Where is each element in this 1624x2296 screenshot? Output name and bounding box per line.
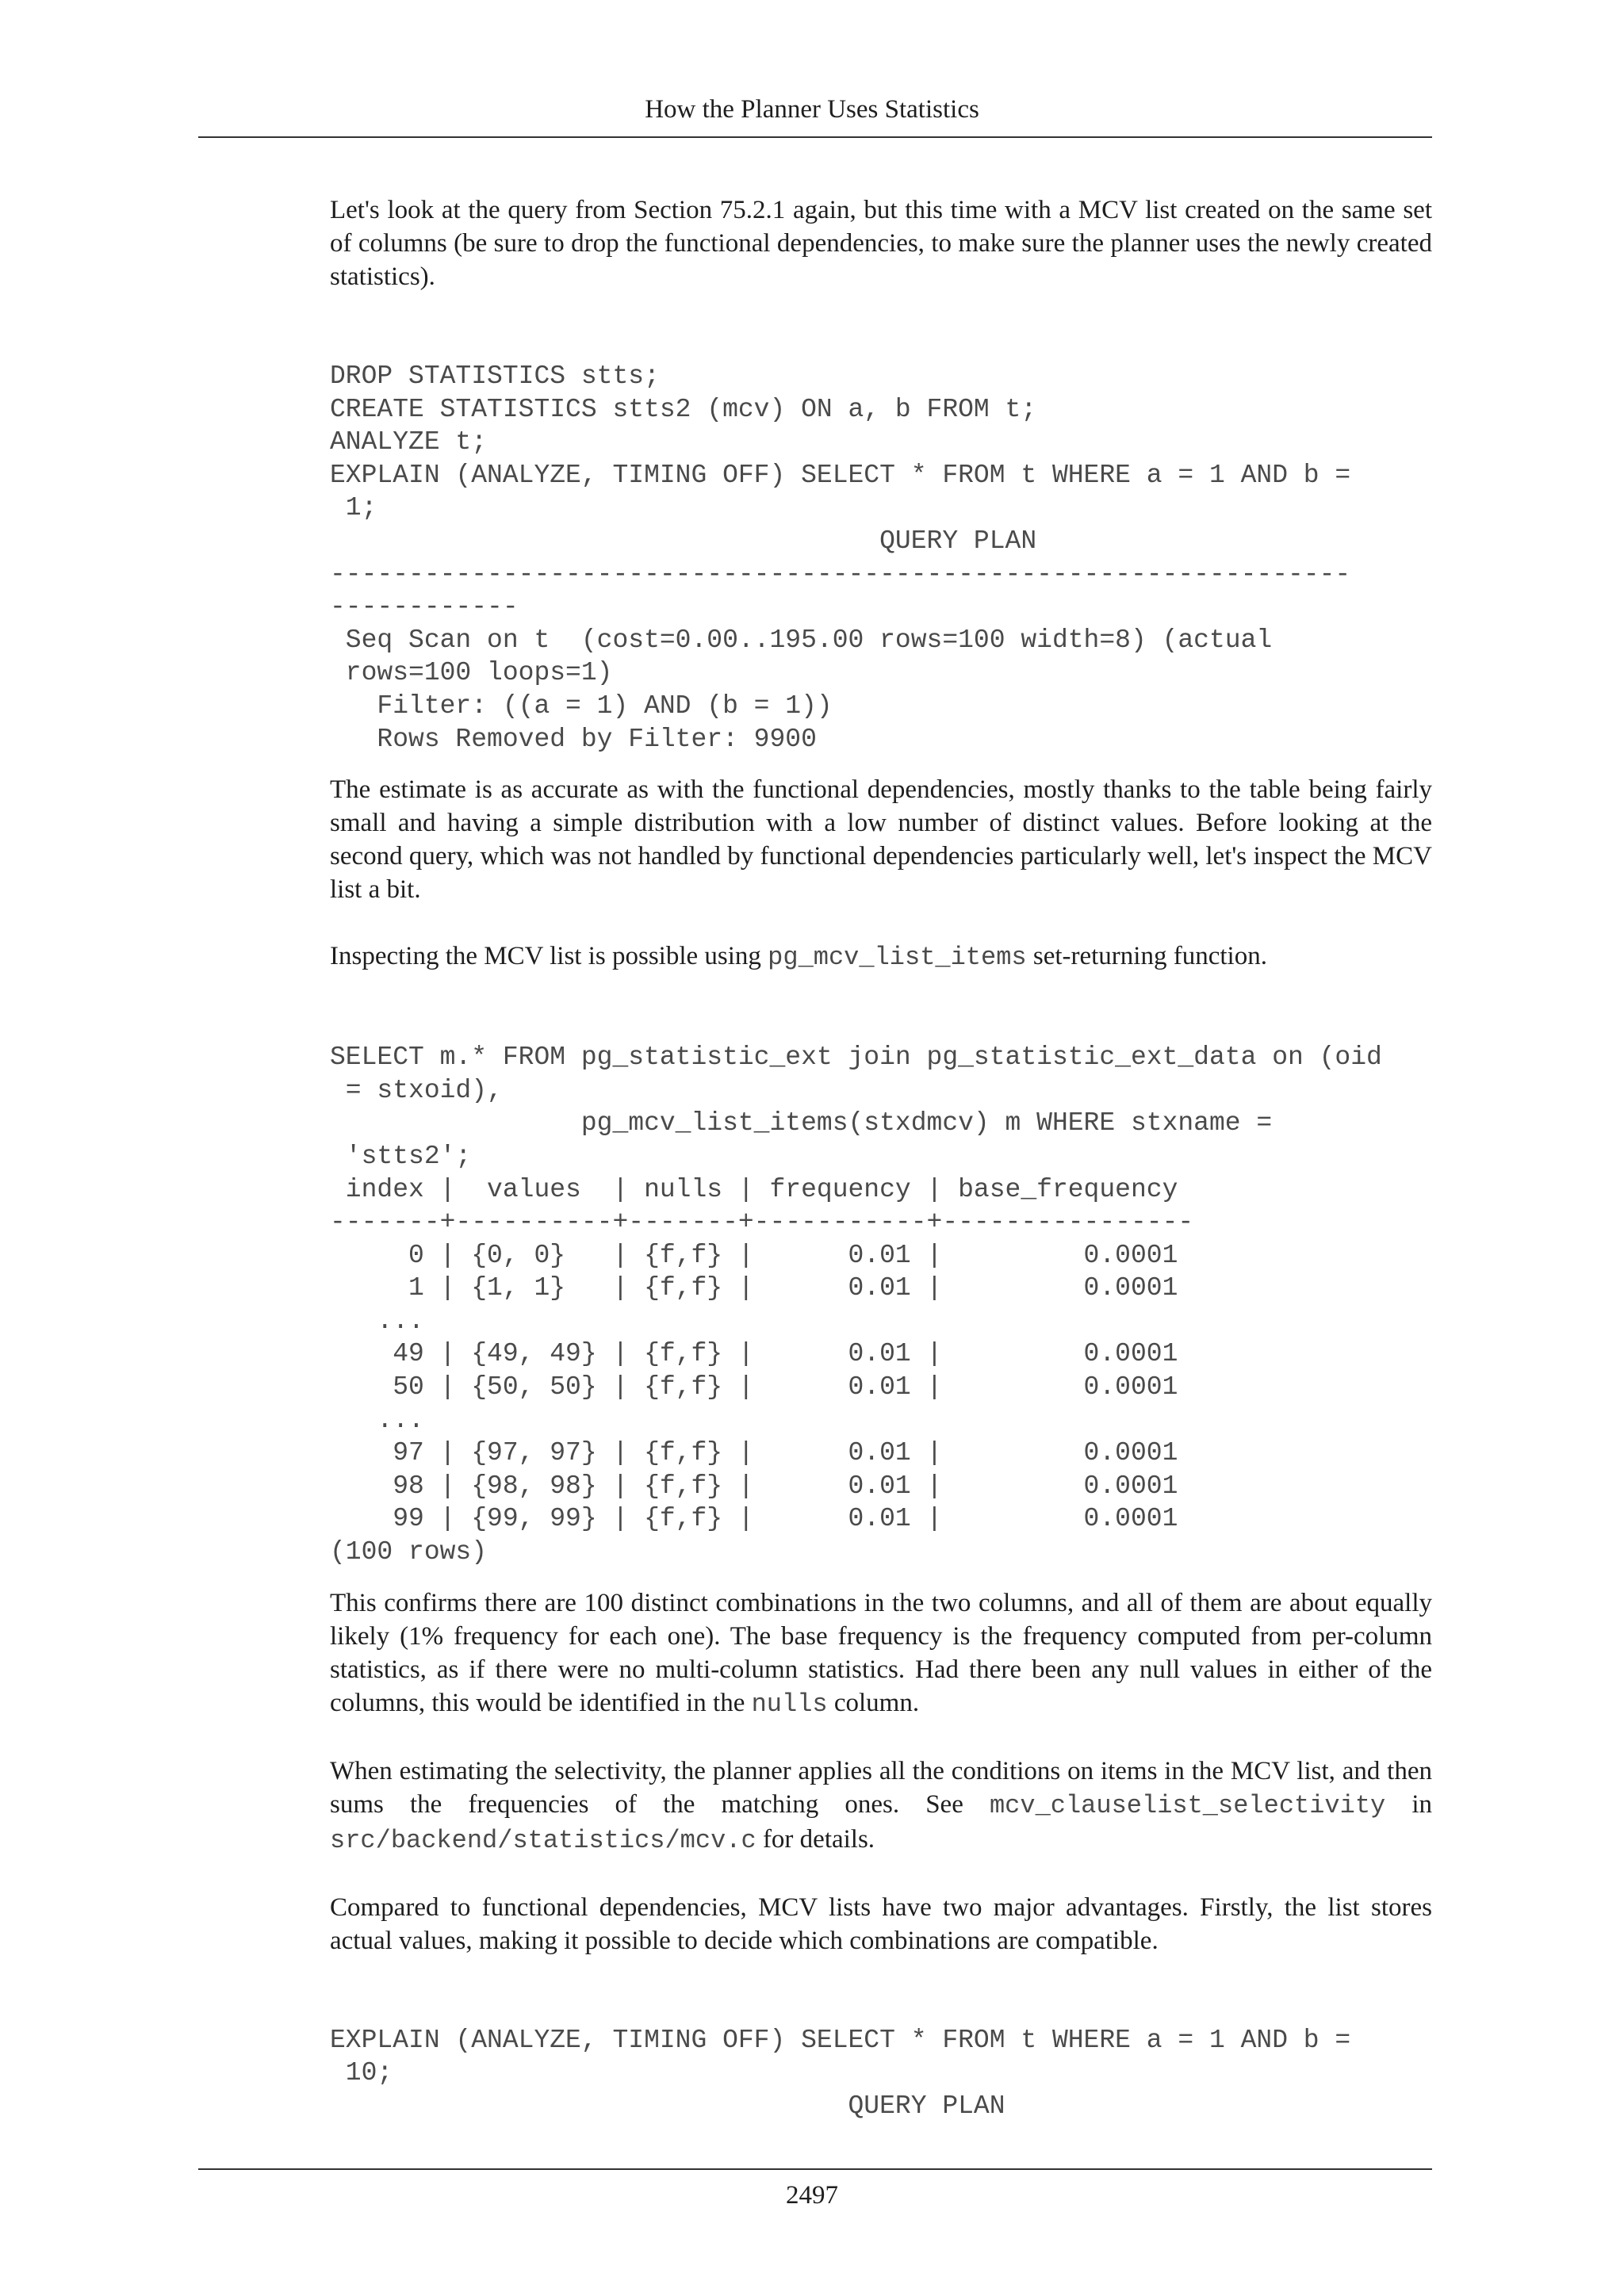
- paragraph-estimate-accuracy: The estimate is as accurate as with the functional dependencies, mostly thanks to the table being fairly small and having a simple distribution with a low number of distinct values. Before looking at the second query, which was not handled by functional dependencies particularly well, let's inspect the MCV list a bit.: [330, 775, 1432, 905]
- paragraph-distinct-combinations: [330, 1586, 1432, 1721]
- paragraph-mcv-advantages: Compared to functional dependencies, MCV lists have two major advantages. Firstly, the list stores actual values, making it possible to decide which combinations are compatible.: [330, 1892, 1432, 1955]
- paragraph-text: in: [1385, 1789, 1432, 1819]
- paragraph-selectivity: [330, 1755, 1432, 1858]
- running-header: How the Planner Uses Statistics: [645, 95, 979, 124]
- paragraph-inspecting-mcv: [330, 939, 1432, 974]
- page-number: 2497: [786, 2181, 838, 2210]
- paragraph-text: Inspecting the MCV list is possible using: [330, 942, 768, 971]
- paragraph-text: This confirms there are 100 distinct combinations in the two columns, and all of them are about equally likely (1% frequency for each one). The base frequency is the frequency computed from per-column statistics, as if there were no multi-column statistics. Had there been any null values in either of the columns, this would be identified in the: [330, 1588, 1432, 1717]
- inline-code-pg-mcv-list-items: pg_mcv_list_items: [768, 943, 1027, 973]
- code-block-create-mcv-statistics: DROP STATISTICS stts; CREATE STATISTICS stts2 (mcv) ON a, b FROM t; ANALYZE t; EXPLAIN (ANALYZE, TIMING OFF) SELECT * FROM t WHERE a = 1 AND b = 1; QUERY PLAN ----------------------------------------------------------------- ------------ Seq Scan on t (cost=0.00..195.00 rows=100 width=8) (actual rows=100 loops=1) Filter: ((a = 1) AND (b = 1)) Rows Removed by Filter: 9900: [330, 362, 1351, 754]
- inline-code-mcv-source-path: src/backend/statistics/mcv.c: [330, 1825, 756, 1855]
- code-block-mcv-list-query: SELECT m.* FROM pg_statistic_ext join pg_statistic_ext_data on (oid = stxoid), pg_mcv_list_items(stxdmcv) m WHERE stxname = 'stts2'; index | values | nulls | frequency | base_frequency -------+----------+-------+-----------+---------------- 0 | {0, 0} | {f,f} | 0.01 | 0.0001 1 | {1, 1} | {f,f} | 0.01 | 0.0001 ... 49 | {49, 49} | {f,f} | 0.01 | 0.0001 50 | {50, 50} | {f,f} | 0.01 | 0.0001 ... 97 | {97, 97} | {f,f} | 0.01 | 0.0001 98 | {98, 98} | {f,f} | 0.01 | 0.0001 99 | {99, 99} | {f,f} | 0.01 | 0.0001 (100 rows): [330, 1043, 1382, 1567]
- code-block-explain-b-10: EXPLAIN (ANALYZE, TIMING OFF) SELECT * FROM t WHERE a = 1 AND b = 10; QUERY PLAN: [330, 2025, 1351, 2121]
- paragraph-text: column.: [827, 1688, 920, 1717]
- paragraph-intro: Let's look at the query from Section 75.2.1 again, but this time with a MCV list created on the same set of columns (be sure to drop the functional dependencies, to make sure the planner uses the newly created statistics).: [330, 196, 1432, 291]
- paragraph-text: set-returning function.: [1026, 942, 1267, 971]
- paragraph-text: for details.: [756, 1824, 875, 1854]
- paragraph-text: When estimating the selectivity, the planner applies all the conditions on items in the MCV list, and then sums the frequencies of the matching ones. See: [330, 1756, 1432, 1819]
- inline-code-nulls: nulls: [751, 1689, 828, 1719]
- header-rule: [198, 136, 1432, 138]
- footer-rule: [198, 2168, 1432, 2170]
- inline-code-mcv-clauselist-selectivity: mcv_clauselist_selectivity: [989, 1790, 1386, 1820]
- page-content: [330, 193, 1432, 2122]
